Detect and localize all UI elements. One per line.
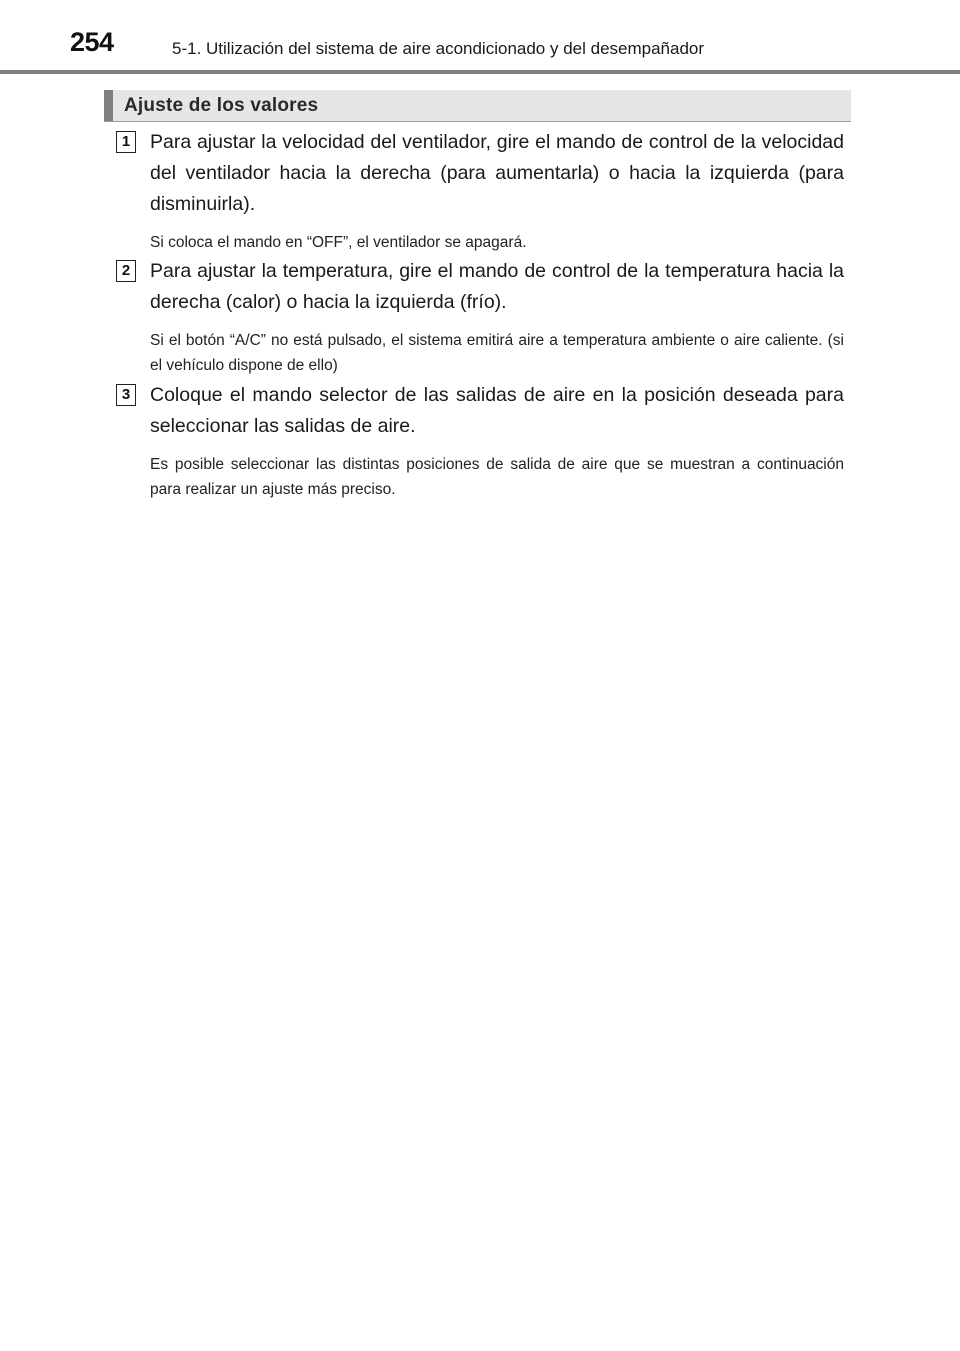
section-divider — [104, 121, 851, 122]
step-number-badge: 2 — [116, 260, 136, 282]
section-heading — [104, 90, 851, 121]
step-3 — [116, 380, 844, 502]
step-number-badge: 3 — [116, 384, 136, 406]
step-note: Es posible seleccionar las distintas posiciones de salida de aire que se muestran a continuación para realizar un ajuste más preciso. — [150, 456, 844, 498]
section-heading-accent-bar — [104, 90, 113, 121]
page-header — [0, 0, 960, 76]
section-title: Ajuste de los valores — [124, 95, 319, 116]
step-instruction: Coloque el mando selector de las salidas de aire en la posición deseada para seleccionar las salidas de aire. — [150, 384, 844, 437]
step-number-badge: 1 — [116, 131, 136, 153]
step-1 — [116, 127, 844, 255]
step-note: Si coloca el mando en “OFF”, el ventilador se apagará. — [150, 234, 527, 251]
step-instruction: Para ajustar la temperatura, gire el mando de control de la temperatura hacia la derecha (calor) o hacia la izquierda (frío). — [150, 260, 844, 313]
header-divider — [0, 70, 960, 74]
step-instruction: Para ajustar la velocidad del ventilador, gire el mando de control de la velocidad del ventilador hacia la derecha (para aumentarla) o hacia la izquierda (para disminuirla). — [150, 131, 844, 215]
step-2 — [116, 256, 844, 378]
step-note: Si el botón “A/C” no está pulsado, el sistema emitirá aire a temperatura ambiente o aire caliente. (si el vehículo dispone de ello) — [150, 332, 844, 374]
chapter-title: 5-1. Utilización del sistema de aire acondicionado y del desempañador — [172, 39, 705, 58]
page-number: 254 — [70, 27, 114, 57]
